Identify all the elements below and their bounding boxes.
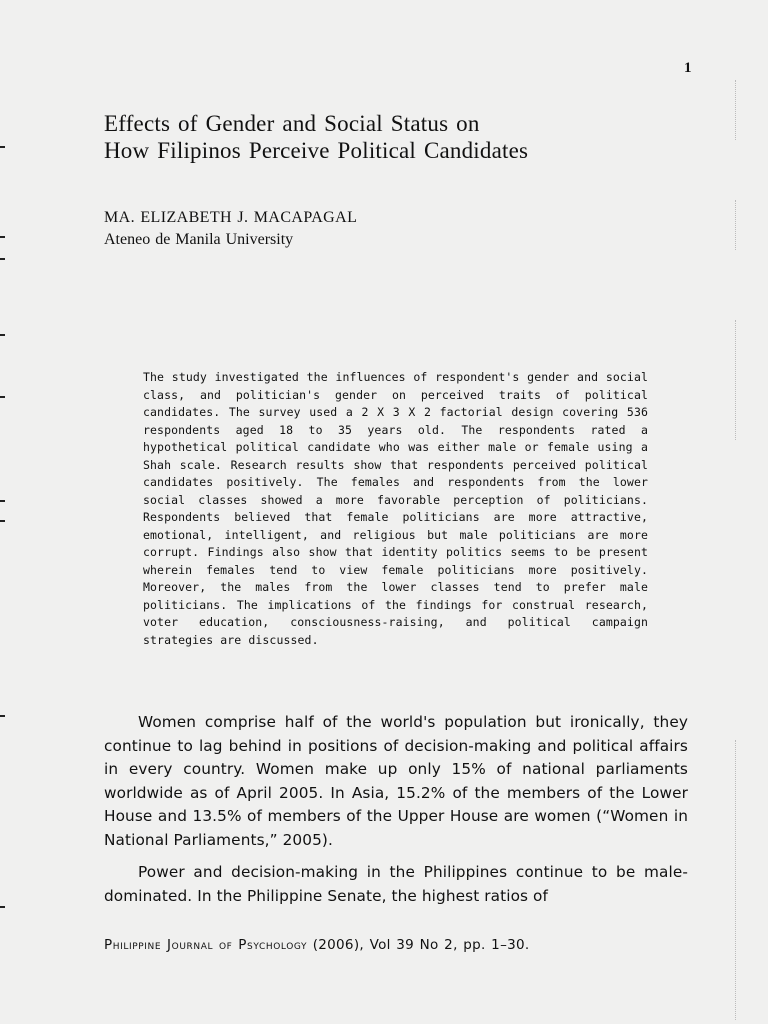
article-title (104, 110, 704, 164)
scan-margin-mark (0, 906, 5, 908)
body-text (104, 711, 688, 917)
scan-edge-dots (735, 200, 738, 250)
scan-margin-mark (0, 146, 5, 148)
scan-margin-mark (0, 715, 5, 717)
scan-edge-dots (735, 80, 738, 140)
body-paragraph: Power and decision-making in the Philippines continue to be male-dominated. In the Philippine Senate, the highest ratios of (104, 863, 688, 905)
scan-edge-dots (735, 740, 738, 1020)
scan-margin-mark (0, 520, 5, 522)
journal-name: Philippine Journal of Psychology (104, 937, 308, 953)
abstract: The study investigated the influences of respondent's gender and social class, and politician's gender on perceived traits of political candidates. The survey used a 2 X 3 X 2 factorial design covering 536 respondents aged 18 to 35 years old. The respondents rated a hypothetical political candidate who was either male or female using a Shah scale. Research results show that respondents perceived political candidates positively. The females and respondents from the lower social classes showed a more favorable perception of politicians. Respondents believed that female politicians are more attractive, emotional, intelligent, and religious but male politicians are more corrupt. Findings also show that identity politics seems to be present wherein females tend to view female politicians more positively. Moreover, the males from the lower classes tend to prefer male politicians. The implications of the findings for construal research, voter education, consciousness-raising, and political campaign strategies are discussed. (143, 370, 648, 647)
scan-margin-mark (0, 236, 5, 238)
author-name: MA. ELIZABETH J. MACAPAGAL (104, 209, 358, 226)
body-paragraph: Women comprise half of the world's population but ironically, they continue to lag behind in positions of decision-making and political affairs in every country. Women make up only 15% of national parliaments worldwide as of April 2005. In Asia, 15.2% of the members of the Lower House and 13.5% of members of the Upper House are women (“Women in National Parliaments,” 2005). (104, 713, 688, 849)
journal-footer (104, 937, 529, 953)
title-line-2: How Filipinos Perceive Political Candidates (104, 138, 529, 163)
scan-edge-dots (735, 320, 738, 440)
title-line-1: Effects of Gender and Social Status on (104, 111, 480, 136)
scan-margin-mark (0, 258, 5, 260)
scan-margin-mark (0, 500, 5, 502)
author-affiliation: Ateneo de Manila University (104, 231, 294, 248)
author-block (104, 207, 357, 251)
page-number: 1 (684, 60, 692, 76)
scan-margin-mark (0, 396, 5, 398)
scan-margin-mark (0, 334, 5, 336)
journal-citation: (2006), Vol 39 No 2, pp. 1–30. (312, 937, 530, 953)
